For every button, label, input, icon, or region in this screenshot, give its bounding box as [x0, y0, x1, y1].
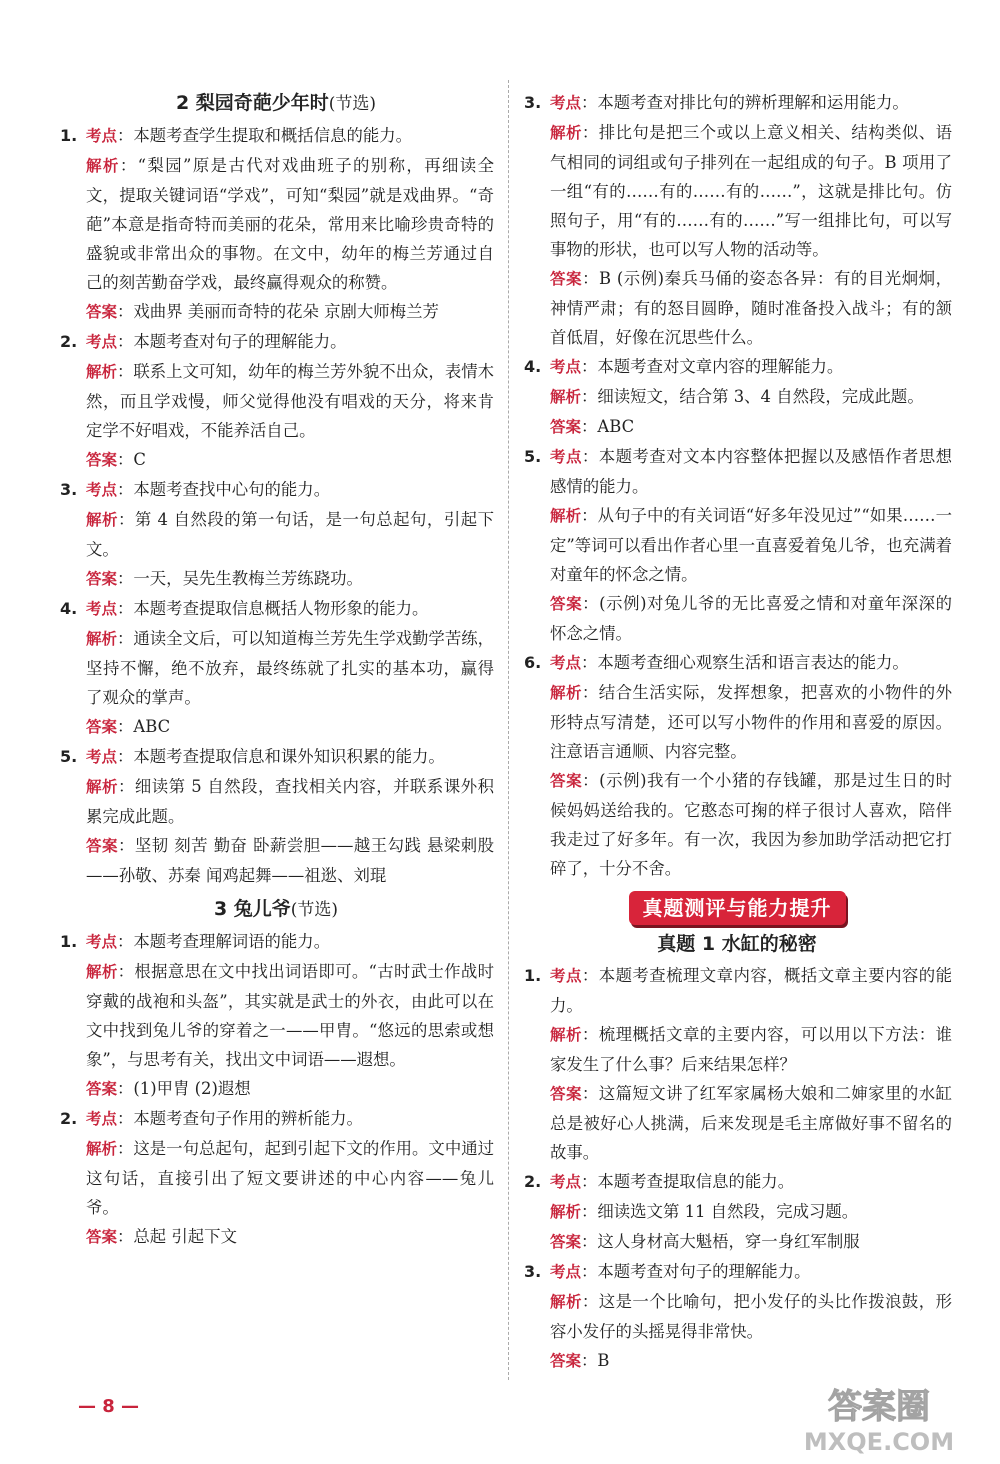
question-item — [522, 648, 952, 883]
jiexi-row — [550, 1197, 952, 1227]
watermark-logo — [784, 1380, 974, 1458]
jiexi-row — [86, 624, 494, 712]
jiexi-label: 解析 — [86, 778, 118, 796]
section-title-sub: (节选) — [290, 900, 339, 920]
daan-text: (示例)对兔儿爷的无比喜爱之情和对童年深深的怀念之情。 — [550, 594, 952, 643]
kaodian-row — [86, 121, 494, 151]
svg-text:答案圈: 答案圈 — [828, 1387, 930, 1427]
label-colon: ： — [117, 1079, 134, 1098]
daan-row — [550, 1079, 952, 1167]
label-colon: ： — [581, 1202, 598, 1221]
label-colon: ： — [117, 332, 134, 351]
label-colon: ： — [117, 1227, 134, 1246]
jiexi-row — [86, 357, 494, 445]
kaodian-row — [86, 475, 494, 505]
label-colon: ： — [117, 569, 134, 588]
kaodian-text: 本题考查对排比句的辨析理解和运用能力。 — [597, 93, 909, 112]
daan-row — [86, 1222, 494, 1252]
daan-label: 答案 — [86, 1228, 118, 1246]
daan-text: 这人身材高大魁梧，穿一身红军制服 — [597, 1232, 860, 1251]
daan-label: 答案 — [550, 1352, 582, 1370]
label-colon: ： — [117, 126, 134, 145]
daan-row — [86, 564, 494, 594]
kaodian-text: 本题考查学生提取和概括信息的能力。 — [133, 126, 413, 145]
jiexi-row — [550, 678, 952, 766]
jiexi-label: 解析 — [86, 1140, 118, 1158]
kaodian-row — [86, 327, 494, 357]
kaodian-text: 本题考查梳理文章内容，概括文章主要内容的能力。 — [550, 966, 952, 1015]
jiexi-row — [550, 1020, 952, 1079]
label-colon: ： — [581, 966, 599, 985]
kaodian-row — [550, 1257, 952, 1287]
label-colon: ： — [581, 1232, 598, 1251]
daan-row — [550, 1346, 952, 1376]
daan-text: C — [133, 450, 146, 469]
question-number: 4. — [524, 357, 542, 376]
kaodian-text: 本题考查提取信息和课外知识积累的能力。 — [133, 747, 445, 766]
daan-text: ABC — [133, 717, 171, 736]
daan-row — [550, 766, 952, 883]
kaodian-text: 本题考查对句子的理解能力。 — [133, 332, 347, 351]
label-colon: ： — [117, 747, 134, 766]
label-colon: ： — [582, 269, 600, 288]
daan-text: B — [597, 1351, 610, 1370]
jiexi-text: 这是一句总起句，起到引起下文的作用。文中通过这句话，直接引出了短文要讲述的中心内容——兔儿爷。 — [86, 1139, 494, 1217]
daan-text: (示例)我有一个小猪的存钱罐，那是过生日的时候妈妈送给我的。它憨态可掬的样子很讨人喜欢，陪伴我走过了好多年。有一次，我因为参加助学活动把它打碎了，十分不舍。 — [550, 771, 952, 878]
daan-label: 答案 — [550, 270, 583, 288]
label-colon: ： — [581, 683, 599, 702]
label-colon: ： — [117, 480, 134, 499]
jiexi-row — [86, 151, 494, 297]
label-colon: ： — [117, 599, 134, 618]
label-colon: ： — [117, 962, 135, 981]
kaodian-row — [550, 961, 952, 1020]
jiexi-text: 这是一个比喻句，把小发仔的头比作拨浪鼓，形容小发仔的头摇晃得非常快。 — [550, 1292, 952, 1341]
kaodian-label: 考点 — [86, 1110, 118, 1128]
kaodian-row — [550, 442, 952, 501]
question-item — [522, 961, 952, 1167]
label-colon: ： — [117, 1109, 134, 1128]
question-item — [58, 1104, 494, 1252]
banner-wrap — [522, 891, 952, 925]
daan-row — [550, 412, 952, 442]
section-title-main: 3 兔儿爷 — [213, 898, 291, 920]
kaodian-label: 考点 — [86, 933, 118, 951]
label-colon: ： — [117, 717, 134, 736]
jiexi-text: “梨园”原是古代对戏曲班子的别称，再细读全文，提取关键词语“学戏”，可知“梨园”就是戏曲界。“奇葩”本意是指奇特而美丽的花朵，常用来比喻珍贵奇特的盛貌或非常出众的事物。在文中，幼年的梅兰芳通过自己的刻苦勤奋学戏，最终赢得观众的称赞。 — [86, 156, 494, 292]
question-number: 5. — [524, 447, 542, 466]
question-item — [522, 1257, 952, 1376]
question-number: 1. — [524, 966, 542, 985]
label-colon: ： — [581, 447, 599, 466]
jiexi-label: 解析 — [550, 684, 582, 702]
kaodian-row — [550, 352, 952, 382]
kaodian-label: 考点 — [550, 967, 582, 985]
jiexi-label: 解析 — [550, 1203, 582, 1221]
label-colon: ： — [118, 777, 135, 796]
daan-text: B (示例)秦兵马俑的姿态各异：有的目光炯炯，神情严肃；有的怒目圆睁，随时准备投入战斗；有的颔首低眉，好像在沉思些什么。 — [550, 269, 952, 347]
jiexi-label: 解析 — [550, 1293, 582, 1311]
kaodian-label: 考点 — [550, 1263, 582, 1281]
jiexi-label: 解析 — [550, 124, 582, 142]
section-title — [58, 88, 494, 119]
jiexi-label: 解析 — [86, 963, 118, 981]
question-list — [522, 961, 952, 1376]
jiexi-row — [550, 501, 952, 589]
jiexi-text: 联系上文可知，幼年的梅兰芳外貌不出众，表情木然，而且学戏慢，师父觉得他没有唱戏的天分，将来肯定学不好唱戏，不能养活自己。 — [86, 362, 494, 440]
question-item — [58, 327, 494, 475]
jiexi-row — [550, 1287, 952, 1346]
kaodian-label: 考点 — [550, 1173, 582, 1191]
jiexi-row — [550, 118, 952, 264]
jiexi-text: 第 4 自然段的第一句话，是一句总起句，引起下文。 — [86, 510, 494, 559]
label-colon: ： — [117, 1139, 134, 1158]
daan-label: 答案 — [550, 772, 583, 790]
section-banner: 真题测评与能力提升 — [629, 891, 846, 925]
kaodian-text: 本题考查细心观察生活和语言表达的能力。 — [597, 653, 909, 672]
label-colon: ： — [581, 1084, 599, 1103]
kaodian-label: 考点 — [86, 748, 118, 766]
question-number: 2. — [524, 1172, 542, 1191]
kaodian-row — [550, 88, 952, 118]
label-colon: ： — [117, 302, 134, 321]
daan-text: (1)甲胄 (2)遐想 — [133, 1079, 251, 1098]
daan-row — [86, 712, 494, 742]
label-colon: ： — [581, 1025, 599, 1044]
label-colon: ： — [119, 156, 138, 175]
jiexi-label: 解析 — [86, 363, 118, 381]
question-number: 2. — [60, 332, 78, 351]
jiexi-text: 结合生活实际，发挥想象，把喜欢的小物件的外形特点写清楚，还可以写小物件的作用和喜爱的原因。注意语言通顺、内容完整。 — [550, 683, 952, 761]
daan-text: ABC — [597, 417, 635, 436]
label-colon: ： — [118, 510, 135, 529]
kaodian-label: 考点 — [550, 358, 582, 376]
daan-label: 答案 — [86, 837, 118, 855]
kaodian-row — [550, 648, 952, 678]
kaodian-text: 本题考查对文本内容整体把握以及感悟作者思想感情的能力。 — [550, 447, 952, 496]
question-list — [58, 121, 494, 890]
daan-label: 答案 — [550, 418, 582, 436]
question-number: 1. — [60, 932, 78, 951]
jiexi-text: 细读选文第 11 自然段，完成习题。 — [597, 1202, 859, 1221]
daan-row — [550, 1227, 952, 1257]
label-colon: ： — [117, 932, 134, 951]
daan-label: 答案 — [550, 595, 583, 613]
jiexi-text: 排比句是把三个或以上意义相关、结构类似、语气相同的词组或句子排列在一起组成的句子。B 项用了一组“有的……有的……有的……”，这就是排比句。仿照句子，用“有的……有的……”写一组排比句，可以写事物的形状，也可以写人物的活动等。 — [550, 123, 952, 259]
kaodian-label: 考点 — [550, 654, 582, 672]
daan-label: 答案 — [550, 1085, 582, 1103]
question-item — [522, 88, 952, 352]
kaodian-row — [86, 742, 494, 772]
daan-row — [86, 445, 494, 475]
section-title-main: 2 梨园奇葩少年时 — [175, 92, 329, 114]
label-colon: ： — [117, 836, 135, 855]
question-item — [58, 594, 494, 742]
label-colon: ： — [581, 93, 598, 112]
daan-label: 答案 — [86, 451, 118, 469]
section-title — [58, 894, 494, 925]
kaodian-text: 本题考查提取信息的能力。 — [597, 1172, 795, 1191]
question-number: 6. — [524, 653, 542, 672]
kaodian-row — [86, 594, 494, 624]
label-colon: ： — [582, 594, 600, 613]
daan-row — [550, 589, 952, 648]
kaodian-label: 考点 — [86, 127, 118, 145]
question-item — [522, 442, 952, 648]
label-colon: ： — [581, 417, 598, 436]
question-number: 5. — [60, 747, 78, 766]
daan-label: 答案 — [86, 1080, 118, 1098]
question-number: 2. — [60, 1109, 78, 1128]
question-item — [58, 121, 494, 327]
section-title: 真题 1 水缸的秘密 — [657, 933, 817, 955]
section-title-sub: (节选) — [328, 94, 377, 114]
jiexi-label: 解析 — [550, 1026, 582, 1044]
jiexi-text: 从句子中的有关词语“好多年没见过”“如果……一定”等词可以看出作者心里一直喜爱着兔儿爷，也充满着对童年的怀念之情。 — [550, 506, 953, 584]
kaodian-text: 本题考查对句子的理解能力。 — [597, 1262, 811, 1281]
question-item — [522, 1167, 952, 1257]
daan-row — [86, 1074, 494, 1104]
kaodian-text: 本题考查理解词语的能力。 — [133, 932, 331, 951]
jiexi-label: 解析 — [86, 157, 120, 175]
jiexi-row — [86, 505, 494, 564]
daan-text: 戏曲界 美丽而奇特的花朵 京剧大师梅兰芳 — [133, 302, 439, 321]
jiexi-text: 根据意思在文中找出词语即可。“古时武士作战时穿戴的战袍和头盔”，其实就是武士的外衣，由此可以在文中找到兔儿爷的穿着之一——甲胄。“悠远的思索或想象”，与思考有关，找出文中词语——遐想。 — [86, 962, 494, 1069]
label-colon: ： — [117, 450, 134, 469]
label-colon: ： — [581, 387, 598, 406]
label-colon: ： — [581, 506, 598, 525]
jiexi-label: 解析 — [86, 511, 118, 529]
label-colon: ： — [582, 771, 600, 790]
question-item — [58, 742, 494, 890]
label-colon: ： — [581, 123, 599, 142]
column-divider — [508, 80, 509, 1380]
kaodian-text: 本题考查找中心句的能力。 — [133, 480, 331, 499]
daan-text: 这篇短文讲了红军家属杨大娘和二婶家里的水缸总是被好心人挑满，后来发现是毛主席做好事不留名的故事。 — [550, 1084, 952, 1162]
daan-label: 答案 — [86, 570, 118, 588]
daan-row — [550, 264, 952, 352]
question-list — [522, 88, 952, 883]
question-number: 3. — [524, 93, 542, 112]
label-colon: ： — [581, 653, 598, 672]
jiexi-text: 梳理概括文章的主要内容，可以用以下方法：谁家发生了什么事？后来结果怎样？ — [550, 1025, 952, 1074]
daan-text: 坚韧 刻苦 勤奋 卧薪尝胆——越王勾践 悬梁刺股——孙敬、苏秦 闻鸡起舞——祖逖、刘琨 — [86, 836, 495, 885]
question-number: 4. — [60, 599, 78, 618]
page-number: — 8 — — [78, 1396, 140, 1417]
question-number: 1. — [60, 126, 78, 145]
label-colon: ： — [581, 1262, 598, 1281]
kaodian-label: 考点 — [86, 333, 118, 351]
jiexi-label: 解析 — [550, 507, 582, 525]
kaodian-label: 考点 — [86, 600, 118, 618]
jiexi-text: 细读短文，结合第 3、4 自然段，完成此题。 — [597, 387, 924, 406]
daan-label: 答案 — [550, 1233, 582, 1251]
jiexi-row — [86, 1134, 494, 1222]
kaodian-row — [550, 1167, 952, 1197]
question-item — [58, 475, 494, 594]
question-item — [522, 352, 952, 442]
daan-text: 总起 引起下文 — [133, 1227, 237, 1246]
kaodian-text: 本题考查对文章内容的理解能力。 — [597, 357, 844, 376]
jiexi-label: 解析 — [550, 388, 582, 406]
question-number: 3. — [60, 480, 78, 499]
kaodian-text: 本题考查提取信息概括人物形象的能力。 — [133, 599, 429, 618]
daan-label: 答案 — [86, 718, 118, 736]
jiexi-row — [86, 772, 494, 831]
question-number: 3. — [524, 1262, 542, 1281]
right-column — [522, 88, 952, 1376]
kaodian-label: 考点 — [550, 448, 582, 466]
jiexi-text: 细读第 5 自然段，查找相关内容，并联系课外积累完成此题。 — [86, 777, 494, 826]
kaodian-label: 考点 — [550, 94, 582, 112]
jiexi-label: 解析 — [86, 630, 118, 648]
daan-text: 一天，吴先生教梅兰芳练跷功。 — [133, 569, 363, 588]
jiexi-row — [86, 957, 494, 1074]
label-colon: ： — [581, 1172, 598, 1191]
daan-label: 答案 — [86, 303, 118, 321]
svg-text:MXQE.COM: MXQE.COM — [803, 1428, 955, 1456]
kaodian-row — [86, 927, 494, 957]
left-column — [58, 88, 494, 1252]
jiexi-text: 通读全文后，可以知道梅兰芳先生学戏勤学苦练，坚持不懈，绝不放弃，最终练就了扎实的基本功，赢得了观众的掌声。 — [86, 629, 494, 707]
jiexi-row — [550, 382, 952, 412]
daan-row — [86, 297, 494, 327]
label-colon: ： — [581, 1351, 598, 1370]
question-item — [58, 927, 494, 1104]
label-colon: ： — [117, 629, 134, 648]
label-colon: ： — [581, 357, 598, 376]
label-colon: ： — [117, 362, 134, 381]
kaodian-row — [86, 1104, 494, 1134]
label-colon: ： — [581, 1292, 599, 1311]
kaodian-text: 本题考查句子作用的辨析能力。 — [133, 1109, 363, 1128]
kaodian-label: 考点 — [86, 481, 118, 499]
daan-row — [86, 831, 494, 890]
question-list — [58, 927, 494, 1252]
